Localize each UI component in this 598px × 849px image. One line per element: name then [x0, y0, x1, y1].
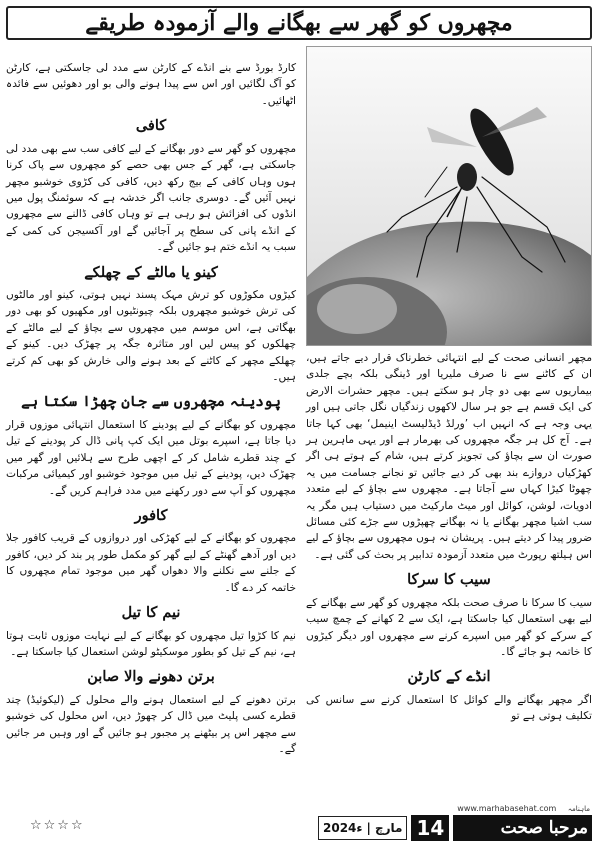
section-text-dish-soap: برتن دھونے کے لیے استعمال ہونے والے محلول کے (لیکوئیڈ) چند قطرے کسی پلیٹ میں ڈال کر چھوڑ دیں، اس محلول کی خوشبو سے مچھر اس پر بیٹھنے پر مجبور ہو جائیں گے اور وہیں مر جائیں گے۔ — [6, 693, 296, 755]
section-text-citrus-peels: کیڑوں مکوڑوں کو ترش مہک پسند نہیں ہوتی، کینو اور مالٹوں کی ترش خوشبو مچھروں بلکہ چیونٹیوں اور مکھیوں کو بھی دور بھگاتی ہے، اس موسم میں مچھروں سے بچاؤ کے لیے مالٹے کے چھلکوں کو پیس لیں اور متاثرہ جگہ پر چھڑک دیں۔ کینو کے چھلکے مچھر کے کاٹنے کے بعد ہونے والی خارش کو بھی کم کرتے ہیں۔ — [6, 289, 296, 384]
page-title: مچھروں کو گھر سے بھگانے والے آزمودہ طریقے — [85, 10, 513, 36]
section-text-egg-cartons: اگر مچھر بھگانے والے کوائل کا استعمال کرنے سے سانس کی تکلیف ہوتی ہے تو — [306, 693, 592, 723]
section-heading-coffee: کافی — [135, 117, 167, 135]
issue-date — [318, 816, 407, 840]
section-heading-neem-oil: نیم کا تیل — [121, 604, 181, 622]
section-text-coffee: مچھروں کو گھر سے دور بھگانے کے لیے کافی سب سے بھی مدد لی جاسکتی ہے، گھر کے جس بھی حصے کو مچھروں سے پاک کرنا ہوں وہاں کافی کے بیج رکھ دیں، کافی کی کڑوی خوشبو مچھر نہیں آئیں گے۔ دوسری جانب اگر خدشہ ہے کہ سوئمنگ پول میں انڈوں کی افزائش ہو رہی ہے تو وہاں کافی ڈالنے سے مچھروں کے انڈے پانی کی سطح پر آجائیں گے اور آکسیجن کی کمی کے سبب یہ انڈے ختم ہو جائیں گے۔ — [6, 142, 296, 254]
title-banner — [6, 6, 592, 40]
right-intro: مچھر انسانی صحت کے لیے انتہائی خطرناک قرار دیے جاتے ہیں، ان کے کاٹنے سے نا صرف ملیریا اور ڈینگی بلکہ بچے جلدی بیماریوں سے بھی دو چار ہو سکتے ہیں۔ مچھر حشرات الارض کی ایک قسم ہے جو ہر سال لاکھوں زندگیاں نگل جاتی ہیں اور یہی وجہ ہے کہ انہیں اب ’ورلڈ ڈیڈلیسٹ اینیمل‘ بھی کہا جاتا ہے۔ آج کل ہر جگہ مچھروں کی بھرمار ہے اور یہی ماہرین ہر صورت ان سے بچاؤ کی تجویز کرتے ہیں، شام کے ہوتے ہی اگر کھڑکیاں دروازے بند بھی کر دیے جائیں تو نجانے جسامت میں یہ چھوٹا کیڑا کہاں سے آجاتا ہے۔ مچھروں سے بچاؤ کے لیے متعدد ادویات، لوشن، کوائل اور میٹ مارکیٹ میں دستیاب ہیں مگر یہ سب اشیا مچھر بھگانے یا نہ بھگانے چھپڑوں سے جڑے کئی مسائل ضرور پیدا کر دیتے ہیں۔ پریشان نہ ہوں مچھروں سے بچاؤ کے لیے اس ہیلتھ رپورٹ میں متعدد آزمودہ تدابیر پر بحث کی گئی ہے۔ — [306, 352, 592, 561]
issue-month: مارچ — [374, 821, 403, 835]
left-intro: کارڈ بورڈ سے بنے انڈے کے کارٹن سے مدد لی جاسکتی ہے، کارٹن کو آگ لگائیں اور اس سے پیدا ہونے والی بو اور دھوئیں سے فائدہ اٹھائیں۔ — [6, 62, 296, 107]
mosquito-photo — [306, 46, 592, 346]
section-heading-dish-soap: برتن دھونے والا صابن — [87, 668, 215, 686]
section-heading-mint: پودینہ مچھروں سے جان چھڑا سکتا ہے — [21, 393, 281, 411]
section-text-camphor: مچھروں کو بھگانے کے لیے کھڑکی اور دروازوں کے قریب کافور جلا دیں اور آدھے گھنٹے کے لیے گھر کو مکمل طور پر بند کر دیں، کافور کے جلنے سے نکلنے والا دھواں گھر میں موجود تمام مچھروں کا خاتمہ کر دے گا۔ — [6, 532, 296, 594]
magazine-brand — [453, 804, 592, 841]
section-text-neem-oil: نیم کا کڑوا تیل مچھروں کو بھگانے کے لیے نہایت موزوں ثابت ہوتا ہے، نیم کے تیل کو بطور موسکیٹو لوشن استعمال کیا جاسکتا ہے۔ — [6, 629, 296, 658]
section-heading-egg-cartons: انڈے کے کارٹن — [407, 668, 491, 686]
section-heading-citrus-peels: کینو یا مالٹے کے چھلکے — [84, 263, 218, 281]
end-stars: ☆☆☆☆ — [30, 818, 85, 833]
magazine-tagline: ماہنامہ — [567, 805, 590, 813]
magazine-footer — [318, 804, 592, 844]
date-divider: | — [366, 821, 371, 835]
magazine-name: مرحبا صحت — [500, 817, 588, 838]
mosquito-on-skin-image — [307, 47, 592, 346]
left-column — [6, 60, 296, 761]
right-column — [306, 350, 592, 729]
section-heading-apple-vinegar: سیب کا سرکا — [407, 571, 491, 589]
section-text-mint: مچھروں کو بھگانے کے لیے پودینے کا استعمال انتہائی موزوں قرار دیا جاتا ہے، اسپرے بوتل میں ایک کپ پانی ڈال کر پودینے کے تیل کے چند قطرے شامل کر کے اچھی طرح سے ہلائیں اور گھر میں چھڑک دیں، پودینے کے تیل میں موجود خوشبو اور کیمیائی مرکبات مچھروں کو آپ سے دور رکھنے میں مدد فراہم کریں گے۔ — [6, 418, 296, 497]
website-url: www.marhabasehat.com — [457, 804, 557, 813]
section-heading-camphor: کافور — [134, 506, 168, 524]
page-number: 14 — [411, 815, 449, 841]
section-text-apple-vinegar: سیب کا سرکا نا صرف صحت بلکہ مچھروں کو گھر سے بھگانے کے لیے بھی استعمال کیا جاسکتا ہے، ایک سے 2 کھانے کے چمچ سیب کے سرکے کو گھر میں اسپرے کرنے سے مچھروں اور دیگر کیڑوں کا خاتمہ ہو جائے گا۔ — [306, 596, 592, 658]
issue-year: 2024ء — [323, 821, 363, 835]
